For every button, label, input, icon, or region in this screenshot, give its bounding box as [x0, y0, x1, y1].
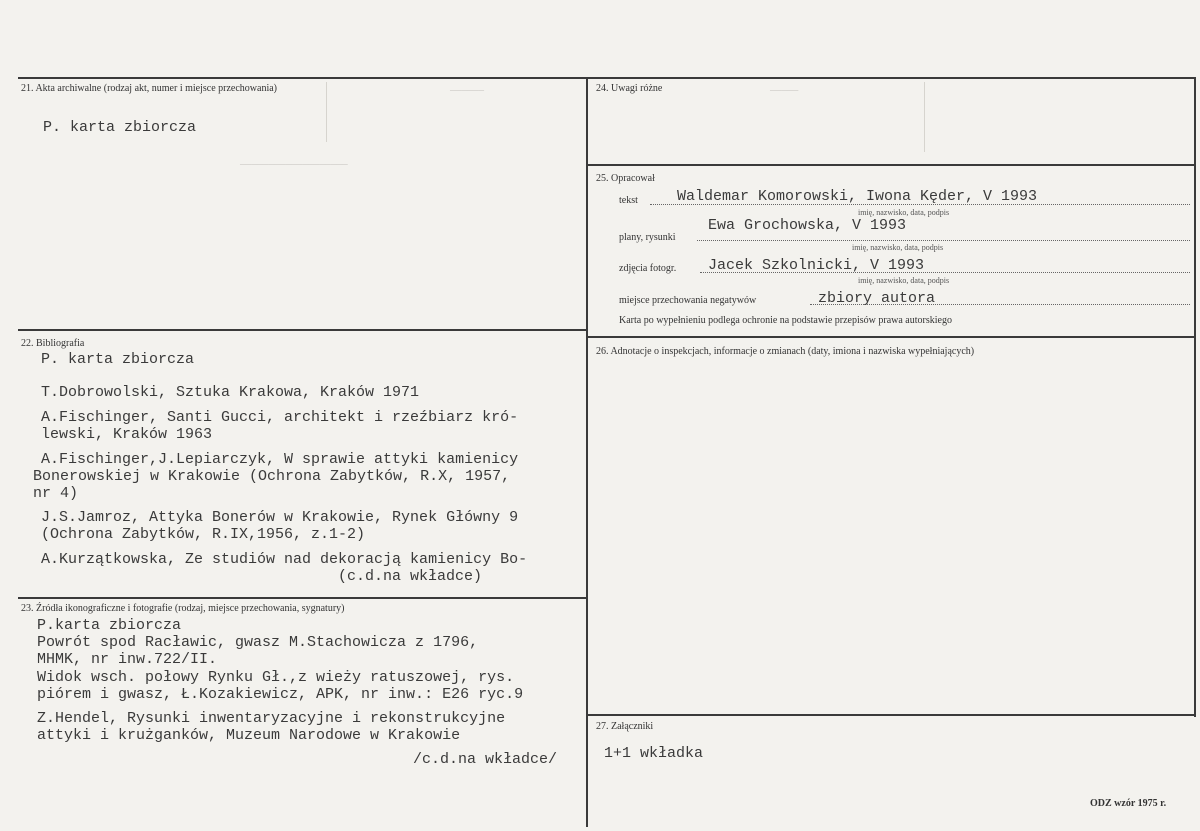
source-line: attyki i krużganków, Muzeum Narodowe w Krakowie [37, 727, 461, 744]
plany-line [697, 240, 1190, 241]
bibliography-line: T.Dobrowolski, Sztuka Krakowa, Kraków 1971 [41, 384, 420, 401]
rule-25-26 [587, 336, 1196, 338]
source-line: piórem i gwasz, Ł.Kozakiewicz, APK, nr inw.: E26 ryc.9 [37, 686, 524, 703]
top-rule [18, 77, 1196, 79]
source-line: P.karta zbiorcza [37, 617, 182, 634]
section-21-label: 21. Akta archiwalne (rodzaj akt, numer i miejsce przechowania) [21, 83, 278, 94]
zdjecia-hint: imię, nazwisko, data, podpis [858, 276, 950, 285]
zdjecia-label: zdjęcia fotogr. [619, 263, 677, 274]
right-edge [1194, 77, 1196, 717]
bibliography-line: (c.d.na wkładce) [338, 568, 483, 585]
show-through-line [924, 82, 925, 152]
source-line: MHMK, nr inw.722/II. [37, 651, 218, 668]
bibliography-line: A.Fischinger,J.Lepiarczyk, W sprawie attyki kamienicy [41, 451, 519, 468]
bibliography-line: J.S.Jamroz, Attyka Bonerów w Krakowie, Rynek Główny 9 [41, 509, 519, 526]
show-through: ─────────────────── [240, 160, 348, 169]
tekst-value: Waldemar Komorowski, Iwona Kęder, V 1993 [677, 188, 1038, 205]
show-through-line [326, 82, 327, 142]
bibliography-line: Bonerowskiej w Krakowie (Ochrona Zabytków, R.X, 1957, [33, 468, 511, 485]
show-through: ───── [770, 86, 799, 95]
section-25-label: 25. Opracował [596, 173, 655, 184]
bibliography-line: lewski, Kraków 1963 [41, 426, 213, 443]
attachments-text: 1+1 wkładka [604, 745, 704, 762]
zdjecia-value: Jacek Szkolnicki, V 1993 [708, 257, 925, 274]
plany-hint: imię, nazwisko, data, podpis [852, 243, 944, 252]
miejsce-value: zbiory autora [818, 290, 936, 307]
rule-21-22 [18, 329, 587, 331]
plany-value: Ewa Grochowska, V 1993 [708, 217, 907, 234]
plany-label: plany, rysunki [619, 232, 676, 243]
show-through: ────── [450, 86, 485, 95]
bibliography-line: (Ochrona Zabytków, R.IX,1956, z.1-2) [41, 526, 366, 543]
tekst-label: tekst [619, 195, 638, 206]
section-21-text: P. karta zbiorcza [43, 119, 197, 136]
section-23-label: 23. Źródła ikonograficzne i fotografie (rodzaj, miejsce przechowania, sygnatury) [21, 603, 345, 614]
source-line: /c.d.na wkładce/ [413, 751, 558, 768]
section-24-label: 24. Uwagi różne [596, 83, 663, 94]
bibliography-line: P. karta zbiorcza [41, 351, 195, 368]
form-template-id: ODZ wzór 1975 r. [1090, 798, 1167, 809]
rule-26-27 [587, 714, 1196, 716]
tekst-hint: imię, nazwisko, data, podpis [858, 208, 950, 217]
source-line: Z.Hendel, Rysunki inwentaryzacyjne i rekonstrukcyjne [37, 710, 506, 727]
source-line: Powrót spod Racławic, gwasz M.Stachowicza z 1796, [37, 634, 479, 651]
copyright-note: Karta po wypełnieniu podlega ochronie na podstawie przepisów prawa autorskiego [619, 315, 952, 326]
rule-22-23 [18, 597, 587, 599]
section-22-label: 22. Bibliografia [21, 338, 85, 349]
source-line: Widok wsch. połowy Rynku Gł.,z wieży ratuszowej, rys. [37, 669, 515, 686]
bibliography-line: A.Fischinger, Santi Gucci, architekt i rzeźbiarz kró- [41, 409, 519, 426]
miejsce-label: miejsce przechowania negatywów [619, 295, 757, 306]
rule-24-25 [587, 164, 1196, 166]
section-26-label: 26. Adnotacje o inspekcjach, informacje o zmianach (daty, imiona i nazwiska wypełniających) [596, 346, 975, 357]
bibliography-line: A.Kurzątkowska, Ze studiów nad dekoracją kamienicy Bo- [41, 551, 528, 568]
section-27-label: 27. Załączniki [596, 721, 654, 732]
bibliography-line: nr 4) [33, 485, 79, 502]
